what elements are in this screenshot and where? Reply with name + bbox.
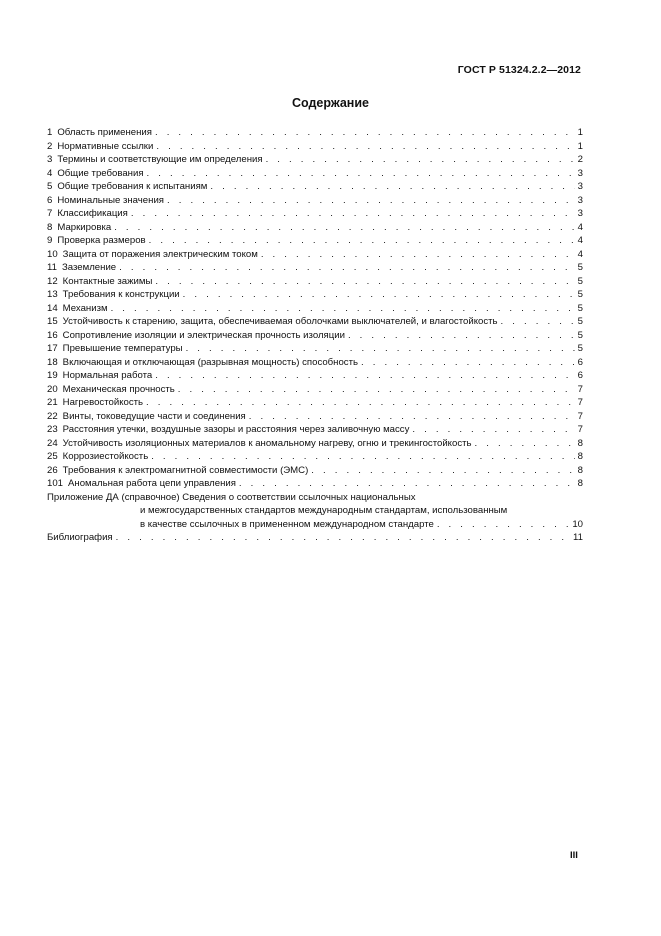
dot-leader bbox=[186, 342, 575, 356]
toc-entry-label: Заземление bbox=[61, 262, 117, 273]
toc-entry[interactable] bbox=[47, 207, 583, 221]
toc-entry[interactable] bbox=[47, 288, 583, 302]
toc-entry[interactable] bbox=[47, 234, 583, 248]
dot-leader bbox=[311, 464, 574, 478]
toc-entry-label: Устойчивость к старению, защита, обеспечиваемая оболочками выключателей, и влагостойкость bbox=[62, 316, 498, 327]
toc-entry-number: 6 bbox=[47, 194, 53, 206]
toc-entry-number: 18 bbox=[47, 356, 58, 368]
toc-entry[interactable] bbox=[47, 369, 583, 383]
dot-leader bbox=[114, 221, 574, 235]
toc-entry-label: Общие требования bbox=[57, 167, 144, 179]
toc-entry[interactable] bbox=[47, 464, 583, 478]
appendix-label: Приложение ДА (справочное) Сведения о соответствии ссылочных национальных bbox=[47, 491, 416, 503]
appendix-line bbox=[47, 518, 583, 532]
toc-entry-label: Аномальная работа цепи управления bbox=[68, 478, 236, 489]
appendix-line bbox=[47, 491, 583, 505]
toc-entry[interactable] bbox=[47, 140, 583, 154]
toc-entry-page: 3 bbox=[577, 167, 583, 179]
toc-entry-page: 5 bbox=[577, 262, 583, 273]
toc-entry-page: 3 bbox=[577, 194, 583, 206]
dot-leader bbox=[147, 167, 575, 181]
toc-entry-page: 3 bbox=[577, 181, 583, 192]
toc-entry-number: 4 bbox=[47, 167, 53, 179]
toc-entry-number: 16 bbox=[47, 329, 58, 341]
toc-entry[interactable] bbox=[47, 437, 583, 451]
toc-entry-page: 8 bbox=[577, 478, 583, 489]
toc-entry-page: 7 bbox=[577, 410, 583, 422]
toc-entry-label: Нормальная работа bbox=[62, 370, 153, 381]
toc-entry[interactable] bbox=[47, 342, 583, 356]
toc-entry-number: 101 bbox=[47, 478, 64, 489]
toc-entry-label: Термины и соответствующие им определения bbox=[57, 154, 263, 165]
toc-entry-label: Требования к электромагнитной совместимости (ЭМС) bbox=[62, 464, 309, 476]
table-of-contents bbox=[47, 126, 583, 545]
toc-entry-number: 21 bbox=[47, 397, 58, 408]
toc-entry[interactable] bbox=[47, 396, 583, 410]
toc-entry-page: 1 bbox=[577, 140, 583, 152]
toc-entry-page: 7 bbox=[577, 424, 583, 435]
dot-leader bbox=[155, 126, 575, 140]
toc-entry-number: 24 bbox=[47, 437, 58, 449]
dot-leader bbox=[151, 450, 574, 464]
toc-entry-label: Защита от поражения электрическим током bbox=[62, 248, 258, 260]
toc-entry[interactable] bbox=[47, 383, 583, 397]
toc-entry-page: 8 bbox=[577, 437, 583, 449]
toc-entry[interactable] bbox=[47, 356, 583, 370]
toc-entry[interactable] bbox=[47, 261, 583, 275]
toc-entry-label: Маркировка bbox=[57, 221, 112, 233]
dot-leader bbox=[155, 275, 574, 289]
page-title: Содержание bbox=[291, 96, 369, 110]
toc-entry-number: 10 bbox=[47, 248, 58, 260]
toc-entry-number: 13 bbox=[47, 289, 58, 300]
dot-leader bbox=[155, 369, 574, 383]
toc-entry-page: 6 bbox=[577, 356, 583, 368]
toc-entry-label: Коррозиестойкость bbox=[62, 451, 149, 462]
toc-entry-label: Контактные зажимы bbox=[62, 275, 153, 287]
toc-entry-number: 20 bbox=[47, 383, 58, 395]
dot-leader bbox=[167, 194, 575, 208]
dot-leader bbox=[437, 518, 570, 532]
toc-entry-number: 14 bbox=[47, 302, 58, 314]
toc-entry[interactable] bbox=[47, 423, 583, 437]
toc-entry-number: 17 bbox=[47, 343, 58, 354]
appendix-label: и межгосударственных стандартов международным стандартам, использованным bbox=[140, 505, 508, 516]
dot-leader bbox=[266, 153, 575, 167]
dot-leader bbox=[156, 140, 574, 154]
toc-entry-label: Сопротивление изоляции и электрическая прочность изоляции bbox=[62, 329, 345, 341]
toc-entry-number: 3 bbox=[47, 154, 53, 165]
dot-leader bbox=[146, 396, 575, 410]
toc-entry-label: Нагревостойкость bbox=[62, 397, 144, 408]
toc-entry-label: Область применения bbox=[57, 127, 152, 138]
toc-entry-number: 1 bbox=[47, 127, 53, 138]
toc-entry-label: Превышение температуры bbox=[62, 343, 183, 354]
toc-entry-number: 9 bbox=[47, 235, 53, 246]
appendix-label: в качестве ссылочных в примененном международном стандарте bbox=[140, 518, 434, 530]
toc-entry-label: Номинальные значения bbox=[57, 194, 164, 206]
bibliography-entry[interactable] bbox=[47, 531, 583, 545]
toc-entry[interactable] bbox=[47, 126, 583, 140]
dot-leader bbox=[131, 207, 575, 221]
dot-leader bbox=[119, 261, 575, 275]
toc-entry-number: 11 bbox=[47, 262, 57, 273]
toc-entry-label: Требования к конструкции bbox=[62, 289, 180, 300]
bibliography-page: 11 bbox=[573, 532, 583, 543]
toc-entry[interactable] bbox=[47, 248, 583, 262]
dot-leader bbox=[111, 302, 575, 316]
toc-entry-page: 5 bbox=[577, 316, 583, 327]
toc-entry-page: 4 bbox=[577, 235, 583, 246]
appendix-entry[interactable] bbox=[47, 491, 583, 532]
dot-leader bbox=[361, 356, 575, 370]
toc-entry[interactable] bbox=[47, 315, 583, 329]
toc-entry-number: 23 bbox=[47, 424, 58, 435]
toc-entry[interactable] bbox=[47, 194, 583, 208]
page-number: III bbox=[570, 850, 578, 861]
toc-entry-page: 5 bbox=[577, 329, 583, 341]
toc-entry-number: 12 bbox=[47, 275, 58, 287]
toc-entry[interactable] bbox=[47, 302, 583, 316]
toc-entry[interactable] bbox=[47, 275, 583, 289]
bibliography-label: Библиография bbox=[47, 532, 113, 543]
toc-entry-label: Устойчивость изоляционных материалов к аномальному нагреву, огню и трекингостойкость bbox=[62, 437, 472, 449]
toc-entry[interactable] bbox=[47, 153, 583, 167]
toc-entry-number: 5 bbox=[47, 181, 53, 192]
dot-leader bbox=[116, 531, 570, 545]
toc-entry-page: 5 bbox=[577, 302, 583, 314]
toc-entry-page: 8 bbox=[577, 464, 583, 476]
dot-leader bbox=[348, 329, 575, 343]
toc-entry-page: 3 bbox=[577, 208, 583, 219]
toc-entry-number: 19 bbox=[47, 370, 58, 381]
toc-entry[interactable] bbox=[47, 180, 583, 194]
dot-leader bbox=[261, 248, 575, 262]
dot-leader bbox=[149, 234, 575, 248]
toc-entry-number: 8 bbox=[47, 221, 53, 233]
toc-entry-label: Расстояния утечки, воздушные зазоры и расстояния через заливочную массу bbox=[62, 424, 410, 435]
document-code: ГОСТ Р 51324.2.2—2012 bbox=[457, 64, 581, 76]
toc-entry-page: 5 bbox=[577, 275, 583, 287]
dot-leader bbox=[249, 410, 575, 424]
dot-leader bbox=[183, 288, 575, 302]
toc-entry[interactable] bbox=[47, 477, 583, 491]
toc-entry-label: Общие требования к испытаниям bbox=[57, 181, 208, 192]
toc-entry[interactable] bbox=[47, 410, 583, 424]
toc-entry[interactable] bbox=[47, 167, 583, 181]
toc-entry-label: Механизм bbox=[62, 302, 108, 314]
dot-leader bbox=[178, 383, 575, 397]
toc-entry-label: Проверка размеров bbox=[57, 235, 146, 246]
toc-entry-number: 22 bbox=[47, 410, 58, 422]
toc-entry-label: Винты, токоведущие части и соединения bbox=[62, 410, 246, 422]
dot-leader bbox=[412, 423, 574, 437]
dot-leader bbox=[475, 437, 575, 451]
toc-entry-page: 7 bbox=[577, 397, 583, 408]
dot-leader bbox=[210, 180, 574, 194]
toc-entry-page: 7 bbox=[577, 383, 583, 395]
toc-entry[interactable] bbox=[47, 221, 583, 235]
toc-entry-label: Механическая прочность bbox=[62, 383, 175, 395]
toc-entry-number: 25 bbox=[47, 451, 58, 462]
toc-entry-page: 5 bbox=[577, 343, 583, 354]
toc-entry-label: Включающая и отключающая (разрывная мощность) способность bbox=[62, 356, 358, 368]
toc-entry[interactable] bbox=[47, 329, 583, 343]
toc-entry-page: 1 bbox=[577, 127, 583, 138]
dot-leader bbox=[501, 315, 575, 329]
appendix-line bbox=[47, 504, 583, 518]
dot-leader bbox=[239, 477, 575, 491]
toc-entry-page: 5 bbox=[577, 289, 583, 300]
toc-entry-number: 7 bbox=[47, 208, 53, 219]
toc-entry-page: 8 bbox=[577, 451, 583, 462]
toc-entry-number: 15 bbox=[47, 316, 58, 327]
toc-entry-page: 6 bbox=[577, 370, 583, 381]
toc-entry-number: 26 bbox=[47, 464, 58, 476]
toc-entry-page: 2 bbox=[577, 154, 583, 165]
appendix-page: 10 bbox=[572, 518, 583, 530]
toc-entry-label: Классификация bbox=[57, 208, 128, 219]
toc-entry-label: Нормативные ссылки bbox=[57, 140, 154, 152]
toc-entry-number: 2 bbox=[47, 140, 53, 152]
toc-entry-page: 4 bbox=[577, 221, 583, 233]
toc-entry[interactable] bbox=[47, 450, 583, 464]
toc-entry-page: 4 bbox=[577, 248, 583, 260]
